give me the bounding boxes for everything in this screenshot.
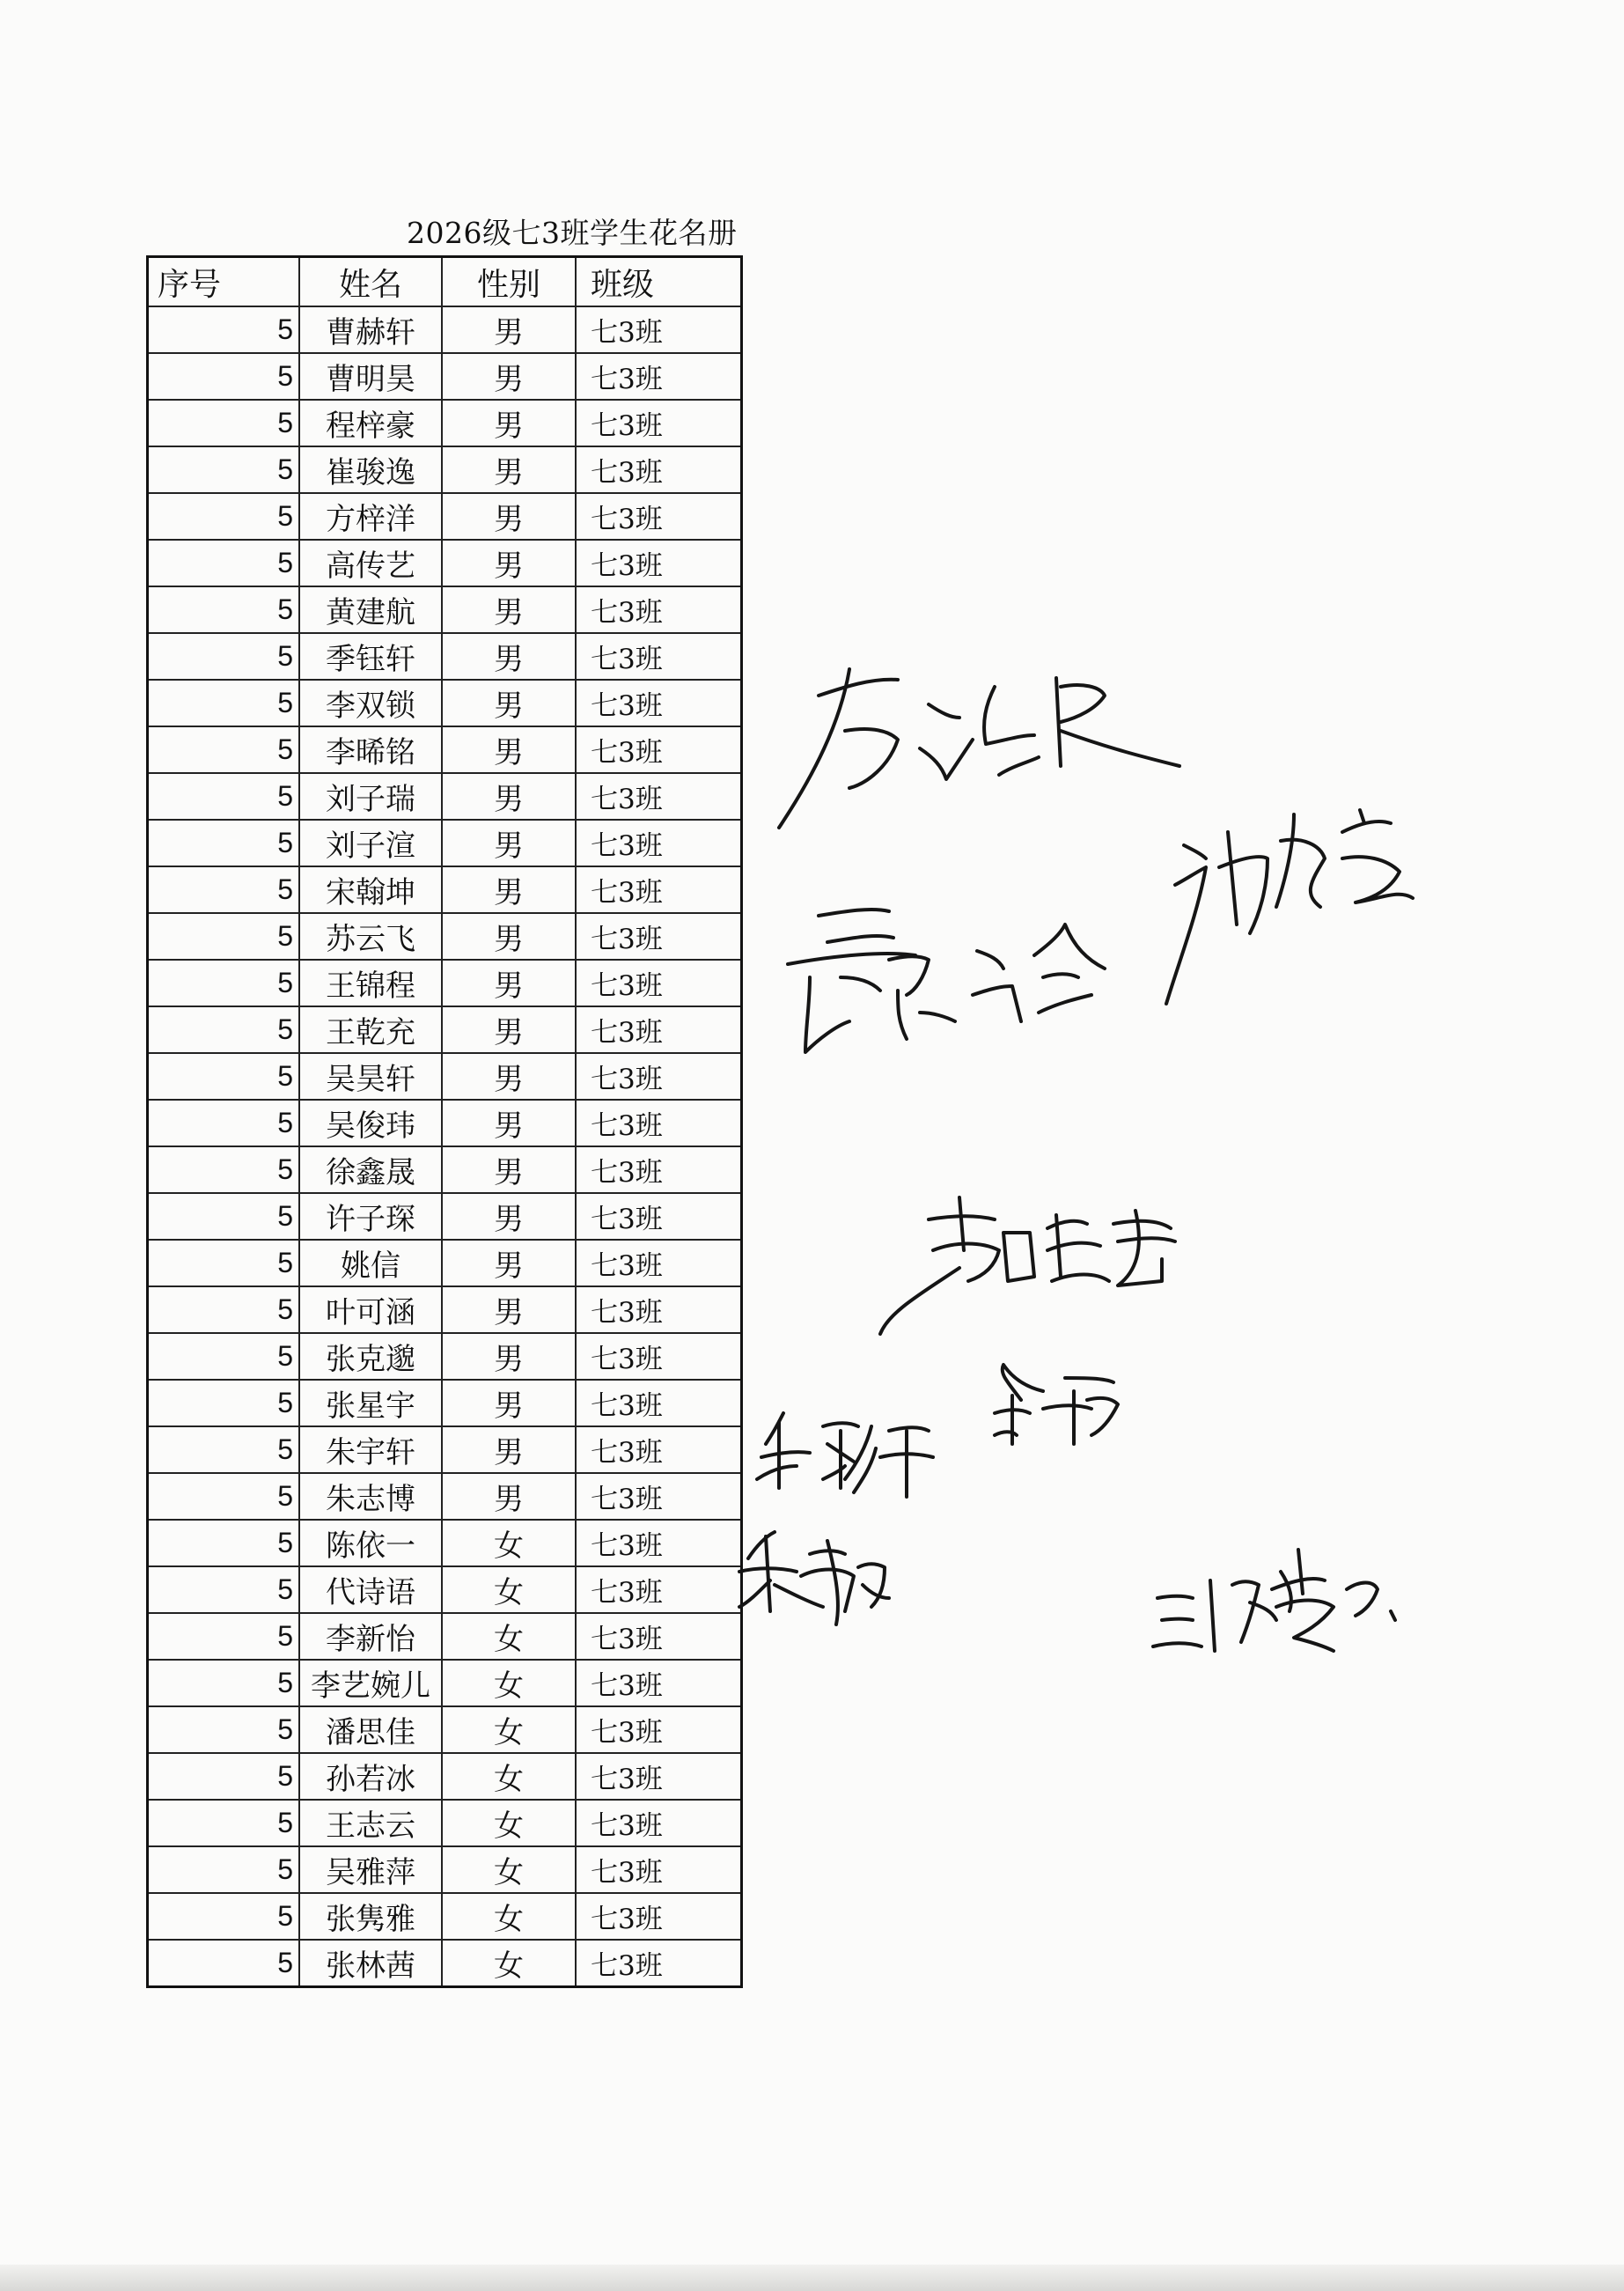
class-cell: 七3班 [576, 680, 742, 726]
roster-title: 2026级七3班学生花名册 [407, 216, 738, 250]
gender-cell: 男 [442, 1286, 576, 1333]
row-index-cell: 5 [148, 1566, 300, 1613]
gender-cell: 男 [442, 773, 576, 820]
student-name-cell: 方梓洋 [299, 493, 442, 540]
gender-cell: 女 [442, 1940, 576, 1987]
table-row [148, 1753, 742, 1800]
class-cell: 七3班 [576, 866, 742, 913]
student-name-cell: 孙若冰 [299, 1753, 442, 1800]
student-name-cell: 李双锁 [299, 680, 442, 726]
class-cell: 七3班 [576, 446, 742, 493]
table-row [148, 820, 742, 866]
gender-cell: 男 [442, 586, 576, 633]
roster-table [146, 255, 743, 1988]
class-cell: 七3班 [576, 1333, 742, 1380]
class-cell: 七3班 [576, 1240, 742, 1286]
table-row [148, 726, 742, 773]
row-index-cell: 5 [148, 820, 300, 866]
gender-cell: 男 [442, 633, 576, 680]
student-name-cell: 程梓豪 [299, 400, 442, 446]
table-row [148, 1566, 742, 1613]
row-index-cell: 5 [148, 1006, 300, 1053]
class-cell: 七3班 [576, 726, 742, 773]
gender-cell: 男 [442, 1100, 576, 1146]
student-name-cell: 李新怡 [299, 1613, 442, 1660]
table-row [148, 1846, 742, 1893]
gender-cell: 女 [442, 1893, 576, 1940]
row-index-cell: 5 [148, 1660, 300, 1706]
row-index-cell: 5 [148, 1100, 300, 1146]
row-index-cell: 5 [148, 586, 300, 633]
student-name-cell: 吴俊玮 [299, 1100, 442, 1146]
class-cell: 七3班 [576, 1940, 742, 1987]
row-index-cell: 5 [148, 540, 300, 586]
table-header-row [148, 257, 742, 307]
row-index-cell: 5 [148, 446, 300, 493]
table-row [148, 1240, 742, 1286]
gender-cell: 男 [442, 726, 576, 773]
student-name-cell: 李晞铭 [299, 726, 442, 773]
student-name-cell: 黄建航 [299, 586, 442, 633]
column-header-class: 班级 [576, 257, 742, 307]
row-index-cell: 5 [148, 773, 300, 820]
class-cell: 七3班 [576, 1753, 742, 1800]
signature [880, 1197, 1175, 1334]
class-cell: 七3班 [576, 1146, 742, 1193]
class-cell: 七3班 [576, 1660, 742, 1706]
table-row [148, 1006, 742, 1053]
gender-cell: 女 [442, 1520, 576, 1566]
table-row [148, 866, 742, 913]
gender-cell: 男 [442, 400, 576, 446]
table-row [148, 1053, 742, 1100]
student-name-cell: 朱志博 [299, 1473, 442, 1520]
class-cell: 七3班 [576, 1706, 742, 1753]
gender-cell: 男 [442, 680, 576, 726]
gender-cell: 女 [442, 1800, 576, 1846]
class-cell: 七3班 [576, 306, 742, 353]
class-cell: 七3班 [576, 1100, 742, 1146]
table-row [148, 1893, 742, 1940]
signature [788, 910, 1105, 1052]
table-row [148, 1146, 742, 1193]
student-name-cell: 张克邈 [299, 1333, 442, 1380]
table-row [148, 1660, 742, 1706]
gender-cell: 男 [442, 353, 576, 400]
column-header-name: 姓名 [299, 257, 442, 307]
row-index-cell: 5 [148, 1240, 300, 1286]
table-row [148, 446, 742, 493]
gender-cell: 男 [442, 1380, 576, 1426]
student-name-cell: 高传艺 [299, 540, 442, 586]
table-row [148, 1613, 742, 1660]
table-row [148, 353, 742, 400]
row-index-cell: 5 [148, 1333, 300, 1380]
row-index-cell: 5 [148, 1846, 300, 1893]
student-name-cell: 苏云飞 [299, 913, 442, 960]
student-name-cell: 李艺婉儿 [299, 1660, 442, 1706]
gender-cell: 男 [442, 446, 576, 493]
gender-cell: 男 [442, 1240, 576, 1286]
table-row [148, 493, 742, 540]
signature [1166, 810, 1413, 1004]
gender-cell: 女 [442, 1566, 576, 1613]
column-header-index: 序号 [148, 257, 300, 307]
gender-cell: 男 [442, 1193, 576, 1240]
gender-cell: 男 [442, 540, 576, 586]
row-index-cell: 5 [148, 1800, 300, 1846]
student-name-cell: 季钰轩 [299, 633, 442, 680]
table-row [148, 1800, 742, 1846]
class-cell: 七3班 [576, 1520, 742, 1566]
gender-cell: 男 [442, 306, 576, 353]
class-cell: 七3班 [576, 773, 742, 820]
student-name-cell: 曹明昊 [299, 353, 442, 400]
row-index-cell: 5 [148, 1380, 300, 1426]
table-row [148, 400, 742, 446]
gender-cell: 女 [442, 1846, 576, 1893]
student-name-cell: 吴雅萍 [299, 1846, 442, 1893]
class-cell: 七3班 [576, 913, 742, 960]
class-cell: 七3班 [576, 1006, 742, 1053]
class-cell: 七3班 [576, 400, 742, 446]
student-name-cell: 徐鑫晟 [299, 1146, 442, 1193]
row-index-cell: 5 [148, 1940, 300, 1987]
gender-cell: 女 [442, 1613, 576, 1660]
class-cell: 七3班 [576, 493, 742, 540]
gender-cell: 男 [442, 1426, 576, 1473]
class-cell: 七3班 [576, 1053, 742, 1100]
row-index-cell: 5 [148, 400, 300, 446]
table-row [148, 1940, 742, 1987]
signature [739, 1532, 889, 1624]
student-name-cell: 姚信 [299, 1240, 442, 1286]
gender-cell: 女 [442, 1706, 576, 1753]
table-row [148, 913, 742, 960]
class-cell: 七3班 [576, 633, 742, 680]
row-index-cell: 5 [148, 726, 300, 773]
student-name-cell: 张星宇 [299, 1380, 442, 1426]
class-cell: 七3班 [576, 1613, 742, 1660]
student-name-cell: 代诗语 [299, 1566, 442, 1613]
student-name-cell: 张隽雅 [299, 1893, 442, 1940]
row-index-cell: 5 [148, 1286, 300, 1333]
class-cell: 七3班 [576, 820, 742, 866]
class-cell: 七3班 [576, 586, 742, 633]
table-row [148, 1286, 742, 1333]
class-cell: 七3班 [576, 1893, 742, 1940]
student-name-cell: 刘子渲 [299, 820, 442, 866]
row-index-cell: 5 [148, 1146, 300, 1193]
student-name-cell: 潘思佳 [299, 1706, 442, 1753]
row-index-cell: 5 [148, 1193, 300, 1240]
gender-cell: 男 [442, 1053, 576, 1100]
row-index-cell: 5 [148, 1613, 300, 1660]
row-index-cell: 5 [148, 1053, 300, 1100]
table-row [148, 960, 742, 1006]
gender-cell: 男 [442, 1006, 576, 1053]
class-cell: 七3班 [576, 1380, 742, 1426]
student-name-cell: 陈依一 [299, 1520, 442, 1566]
class-cell: 七3班 [576, 1426, 742, 1473]
student-name-cell: 朱宇轩 [299, 1426, 442, 1473]
table-row [148, 680, 742, 726]
gender-cell: 女 [442, 1660, 576, 1706]
table-row [148, 1473, 742, 1520]
table-row [148, 1333, 742, 1380]
row-index-cell: 5 [148, 1706, 300, 1753]
gender-cell: 男 [442, 1473, 576, 1520]
signature [779, 669, 1179, 828]
signature [757, 1413, 933, 1497]
student-name-cell: 吴昊轩 [299, 1053, 442, 1100]
signature [995, 1365, 1118, 1444]
gender-cell: 男 [442, 1146, 576, 1193]
class-cell: 七3班 [576, 1193, 742, 1240]
roster-body [148, 306, 742, 1987]
table-row [148, 1426, 742, 1473]
row-index-cell: 5 [148, 1473, 300, 1520]
table-row [148, 586, 742, 633]
class-cell: 七3班 [576, 1286, 742, 1333]
class-cell: 七3班 [576, 1800, 742, 1846]
class-cell: 七3班 [576, 960, 742, 1006]
row-index-cell: 5 [148, 1753, 300, 1800]
gender-cell: 女 [442, 1753, 576, 1800]
row-index-cell: 5 [148, 680, 300, 726]
table-row [148, 306, 742, 353]
table-row [148, 633, 742, 680]
table-row [148, 773, 742, 820]
gender-cell: 男 [442, 820, 576, 866]
student-name-cell: 张林茜 [299, 1940, 442, 1987]
class-cell: 七3班 [576, 1473, 742, 1520]
student-name-cell: 王锦程 [299, 960, 442, 1006]
class-cell: 七3班 [576, 1846, 742, 1893]
table-row [148, 540, 742, 586]
student-name-cell: 王乾充 [299, 1006, 442, 1053]
row-index-cell: 5 [148, 353, 300, 400]
student-name-cell: 宋翰坤 [299, 866, 442, 913]
student-name-cell: 叶可涵 [299, 1286, 442, 1333]
table-row [148, 1706, 742, 1753]
class-cell: 七3班 [576, 1566, 742, 1613]
row-index-cell: 5 [148, 1893, 300, 1940]
row-index-cell: 5 [148, 1426, 300, 1473]
student-name-cell: 刘子瑞 [299, 773, 442, 820]
table-row [148, 1193, 742, 1240]
row-index-cell: 5 [148, 633, 300, 680]
row-index-cell: 5 [148, 913, 300, 960]
row-index-cell: 5 [148, 866, 300, 913]
row-index-cell: 5 [148, 960, 300, 1006]
class-cell: 七3班 [576, 540, 742, 586]
student-name-cell: 曹赫轩 [299, 306, 442, 353]
scan-edge-shadow [0, 2265, 1624, 2291]
row-index-cell: 5 [148, 306, 300, 353]
class-cell: 七3班 [576, 353, 742, 400]
student-name-cell: 王志云 [299, 1800, 442, 1846]
column-header-sex: 性别 [442, 257, 576, 307]
gender-cell: 男 [442, 493, 576, 540]
gender-cell: 男 [442, 1333, 576, 1380]
gender-cell: 男 [442, 960, 576, 1006]
student-name-cell: 许子琛 [299, 1193, 442, 1240]
student-name-cell: 崔骏逸 [299, 446, 442, 493]
gender-cell: 男 [442, 913, 576, 960]
row-index-cell: 5 [148, 493, 300, 540]
table-row [148, 1100, 742, 1146]
table-row [148, 1520, 742, 1566]
gender-cell: 男 [442, 866, 576, 913]
row-index-cell: 5 [148, 1520, 300, 1566]
table-row [148, 1380, 742, 1426]
signature [1153, 1550, 1395, 1651]
